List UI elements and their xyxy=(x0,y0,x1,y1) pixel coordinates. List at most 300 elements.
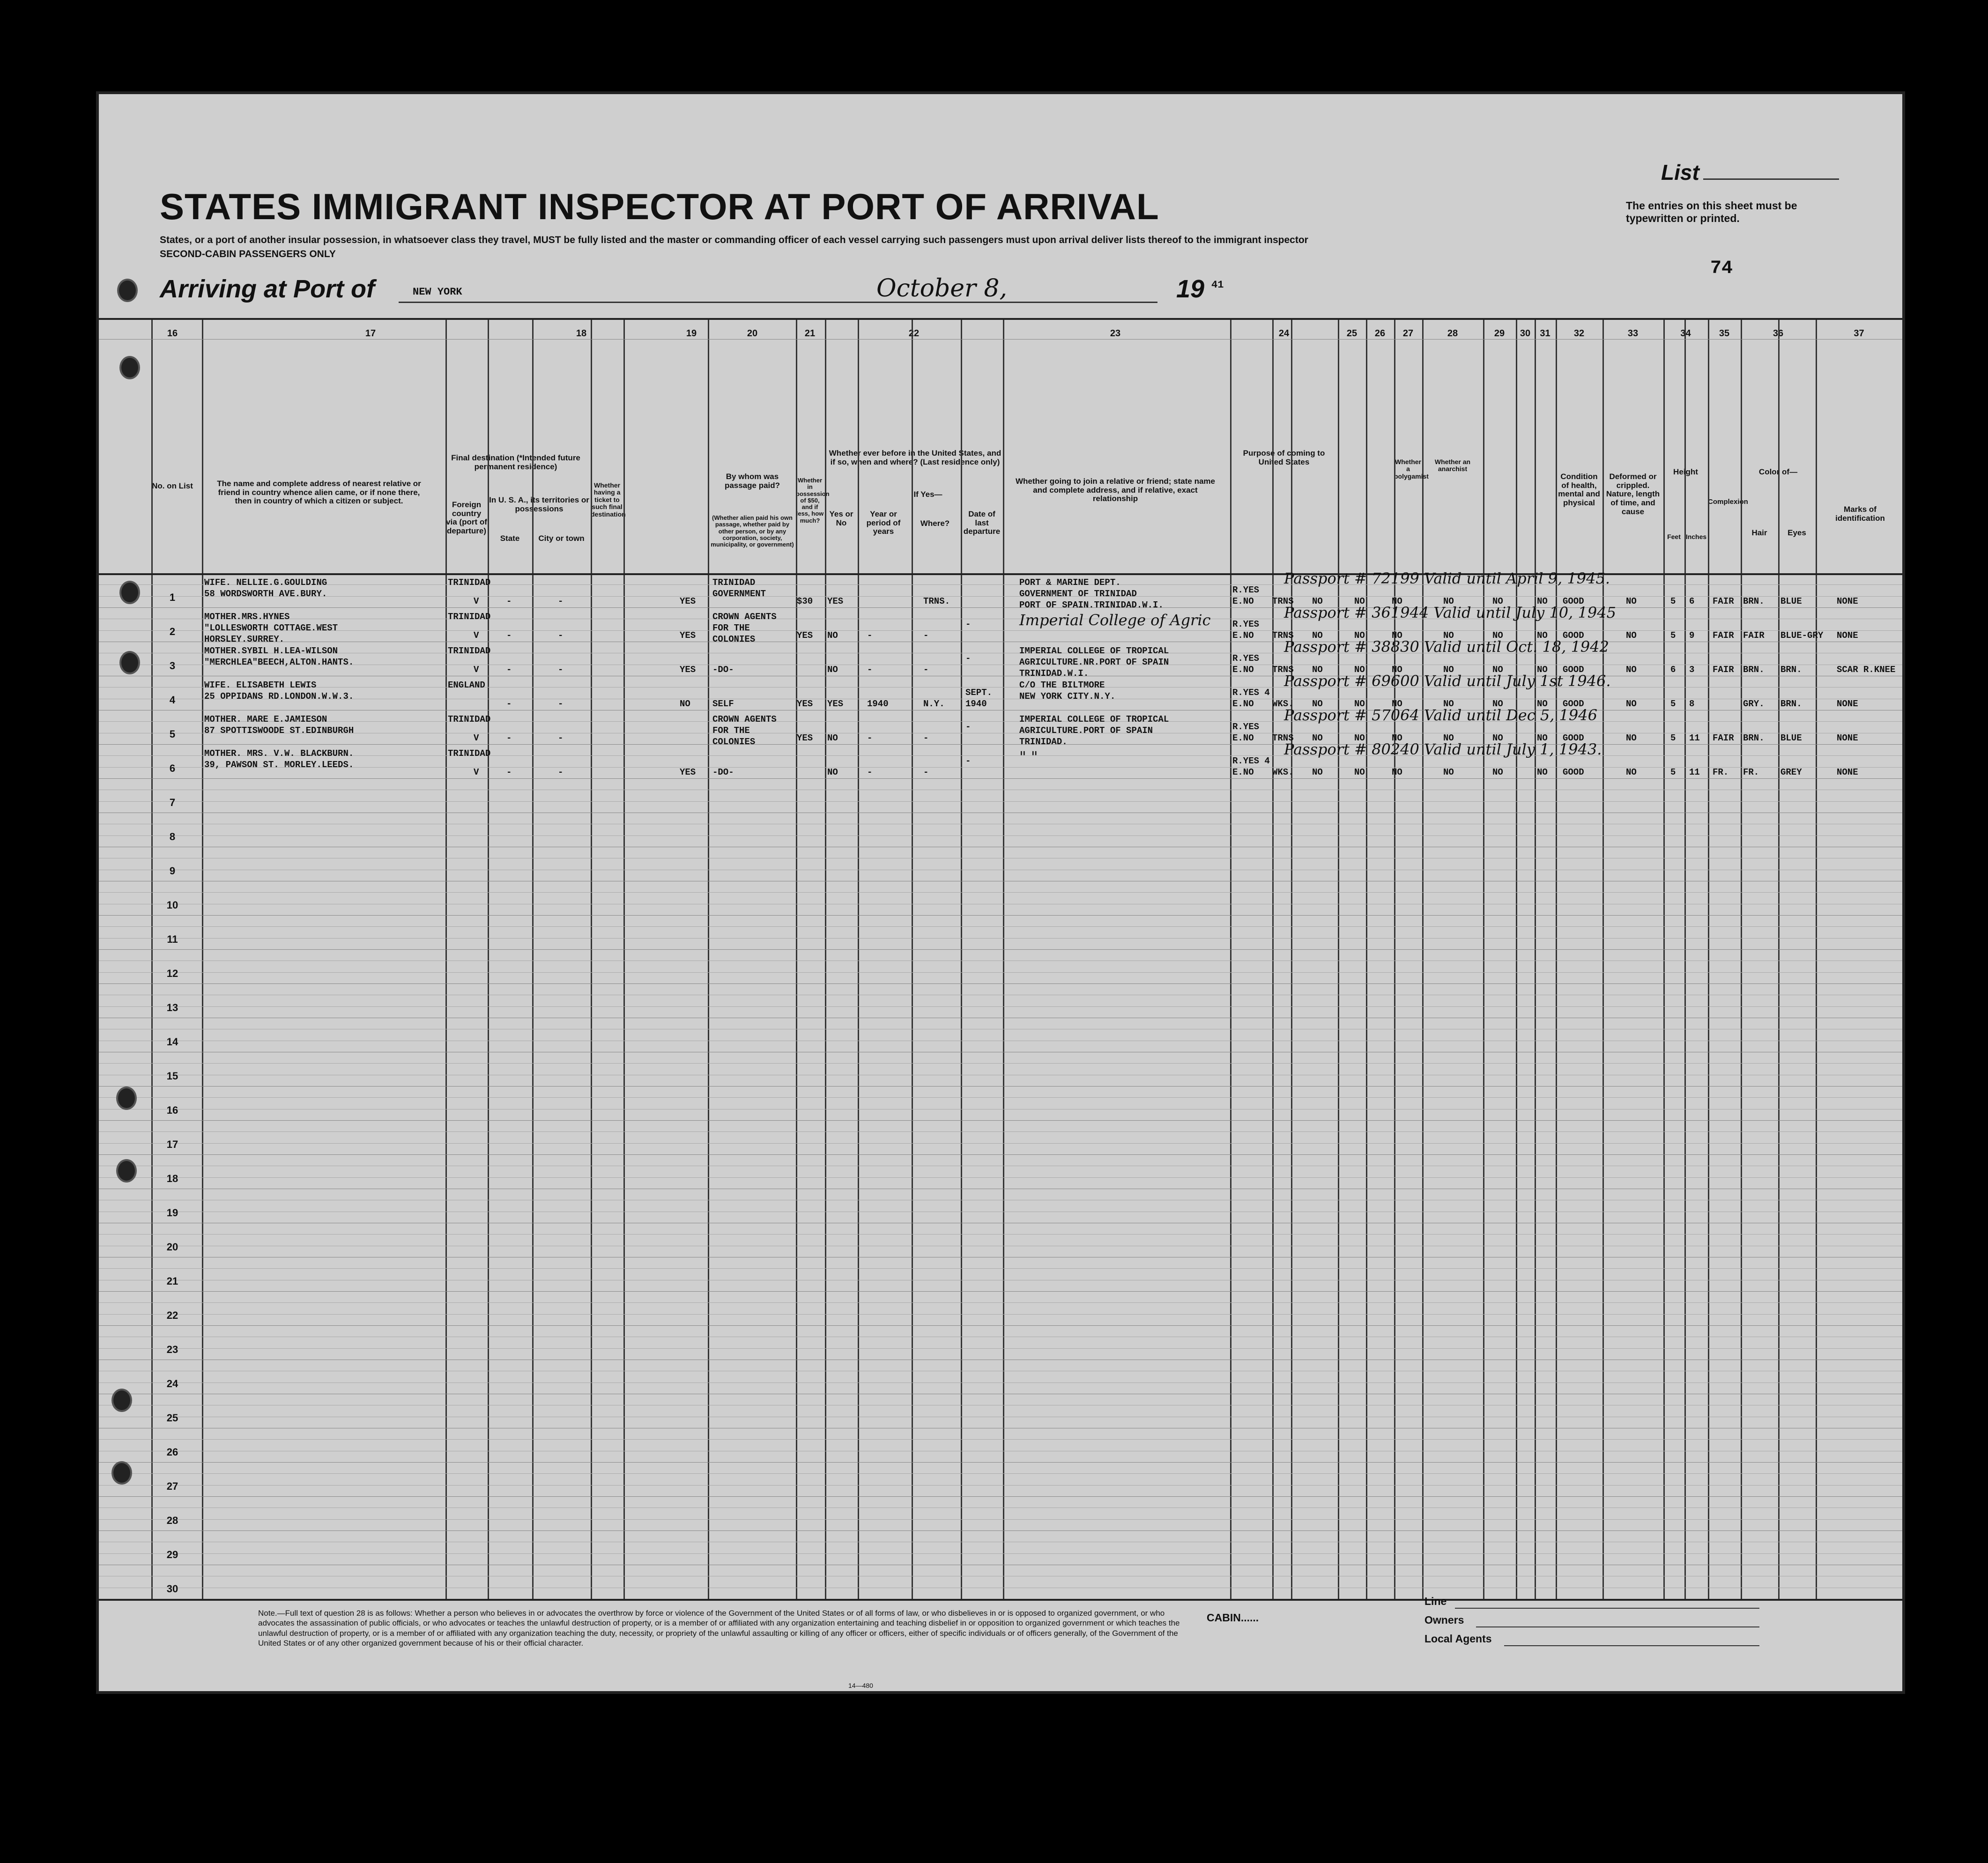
owners-label: Owners xyxy=(1424,1614,1464,1626)
header-polygamist: Whether a polygamist xyxy=(1394,458,1429,480)
question-value: NO xyxy=(1392,733,1402,743)
city-value: - xyxy=(558,733,564,743)
col-num-32: 32 xyxy=(1573,328,1585,339)
port-line xyxy=(399,302,937,303)
column-rule xyxy=(1708,318,1709,1599)
height-feet: 5 xyxy=(1670,699,1676,709)
hair-value: BRN. xyxy=(1743,665,1765,675)
row-number: 19 xyxy=(166,1207,178,1219)
height-feet: 6 xyxy=(1670,665,1676,675)
question-value: NO xyxy=(1443,596,1454,606)
question-value: NO xyxy=(1492,767,1503,777)
row-rule xyxy=(99,1097,1902,1098)
health-value: GOOD xyxy=(1563,630,1584,641)
row-rule xyxy=(99,1063,1902,1064)
question-value: NO xyxy=(1492,630,1503,641)
line-rule xyxy=(1455,1608,1759,1609)
date-departure: SEPT. xyxy=(965,688,993,698)
column-rule xyxy=(1483,318,1484,1599)
relative-address: "LOLLESWORTH COTTAGE.WEST xyxy=(204,623,338,633)
marks-value: NONE xyxy=(1837,767,1858,777)
where-value: - xyxy=(923,767,929,777)
owners-rule xyxy=(1476,1626,1759,1627)
row-rule xyxy=(99,1462,1902,1463)
purpose-value: R.YES xyxy=(1232,653,1260,664)
row-rule xyxy=(99,915,1902,916)
column-rule xyxy=(1741,318,1742,1599)
agents-label: Local Agents xyxy=(1424,1633,1492,1645)
row-number: 1 xyxy=(169,591,176,603)
question-value: NO xyxy=(1443,733,1454,743)
passport-note: Passport # 57064 Valid until Dec 5, 1946 xyxy=(1284,706,1597,724)
form-subtitle: States, or a port of another insular possession, in whatsoever class they travel, MUST be fully listed and the master or commanding officer of each vessel carrying such passengers must upon arrival deliver lists thereof to the immigrant inspector xyxy=(160,235,1308,245)
column-rule xyxy=(1422,318,1424,1599)
header-if-yes: If Yes— xyxy=(913,490,942,499)
relative-address: WIFE. NELLIE.G.GOULDING xyxy=(204,577,327,588)
row-number: 22 xyxy=(166,1309,178,1321)
column-rule xyxy=(1556,318,1557,1599)
money-value: $30 xyxy=(797,596,813,606)
row-rule xyxy=(99,1553,1902,1554)
eyes-value: BRN. xyxy=(1780,665,1802,675)
money-value: YES xyxy=(797,630,813,641)
header-foreign-country: Foreign country via (port of departure) xyxy=(446,500,487,536)
column-rule xyxy=(1778,318,1780,1599)
row-number: 8 xyxy=(169,831,176,843)
row-rule xyxy=(99,949,1902,950)
relative-address: MOTHER. MRS. V.W. BLACKBURN. xyxy=(204,748,354,759)
purpose-value: R.YES xyxy=(1232,722,1260,732)
height-feet: 5 xyxy=(1670,630,1676,641)
row-rule xyxy=(99,938,1902,939)
row-number: 15 xyxy=(166,1070,178,1082)
row-rule xyxy=(99,1302,1902,1303)
header-purpose: Purpose of coming to United States xyxy=(1243,449,1325,466)
complexion-value: FR. xyxy=(1713,767,1729,777)
column-rule xyxy=(1602,318,1604,1599)
row-rule xyxy=(99,1382,1902,1383)
column-rule xyxy=(961,318,962,1599)
country-check: V xyxy=(474,630,479,641)
height-inches: 3 xyxy=(1689,665,1695,675)
header-eyes: Eyes xyxy=(1788,528,1806,537)
passport-note: Passport # 38830 Valid until Oct. 18, 1942 xyxy=(1284,638,1609,656)
form-class-note: SECOND-CABIN PASSENGERS ONLY xyxy=(160,249,336,259)
col-num-27: 27 xyxy=(1402,328,1414,339)
health-value: GOOD xyxy=(1563,665,1584,675)
question-value: NO xyxy=(1354,733,1365,743)
marks-value: NONE xyxy=(1837,596,1858,606)
date-departure: - xyxy=(965,722,971,732)
col-num-29: 29 xyxy=(1494,328,1505,339)
passage-paid: SELF xyxy=(712,699,734,709)
state-value: - xyxy=(506,733,512,743)
foreign-country: TRINIDAD xyxy=(448,646,491,656)
year-value: - xyxy=(867,767,873,777)
join-relative: NEW YORK CITY.N.Y. xyxy=(1019,691,1116,702)
punch-hole xyxy=(116,1159,137,1183)
row-number: 28 xyxy=(166,1515,178,1526)
country-check: V xyxy=(474,767,479,777)
header-ticket: Whether having a ticket to such final destination xyxy=(591,481,626,518)
column-rule xyxy=(912,318,913,1599)
year-value: - xyxy=(867,733,873,743)
row-rule xyxy=(99,1325,1902,1326)
row-number: 9 xyxy=(169,865,176,877)
city-value: - xyxy=(558,767,564,777)
header-relative: The name and complete address of nearest relative or friend in country whence alien came, or if none there, then in country of which a citizen or subject. xyxy=(217,479,421,506)
passage-paid: COLONIES xyxy=(712,634,756,644)
header-health: Condition of health, mental and physical xyxy=(1558,472,1600,508)
relative-address: HORSLEY.SURREY. xyxy=(204,634,285,644)
list-line xyxy=(1703,178,1839,180)
header-feet: Feet xyxy=(1667,533,1681,540)
column-rule xyxy=(1291,318,1292,1599)
col-num-26: 26 xyxy=(1374,328,1386,339)
height-feet: 5 xyxy=(1670,733,1676,743)
row-number: 29 xyxy=(166,1549,178,1560)
state-value: - xyxy=(506,699,512,709)
column-rule xyxy=(202,318,203,1599)
row-rule xyxy=(99,1086,1902,1087)
row-number: 5 xyxy=(169,728,176,740)
passage-paid: -DO- xyxy=(712,665,734,675)
join-relative: TRINIDAD. xyxy=(1019,737,1068,747)
join-relative: PORT & MARINE DEPT. xyxy=(1019,577,1121,588)
row-number: 11 xyxy=(167,933,178,945)
health-value: GOOD xyxy=(1563,733,1584,743)
city-value: - xyxy=(558,630,564,641)
question-value: NO xyxy=(1392,699,1402,709)
question-28-note: Note.—Full text of question 28 is as follows: Whether a person who believes in or advocates the overthrow by force or violence of the Government of the United States or of all forms of law, or who disbelieves in or is opposed to organized government, or who advocates the assassination of public officials, or who advocates or teaches the unlawful destruction of property, or is a member of or affiliated with any organization entertaining and teaching disbelief in or opposition to organized government or which teaches the unlawful destruction of property, or is a member of or affiliated with any organization teaching the duty, necessity, or propriety of the unlawful assaulting or killing of any officer or officers, either of specific individuals or of officers generally, of the Government of the United States or of any other organized government because of his or their official character. xyxy=(258,1609,1180,1648)
question-value: NO xyxy=(1354,767,1365,777)
form-code: 14—480 xyxy=(848,1682,873,1689)
column-rule xyxy=(1684,318,1686,1599)
entries-note: The entries on this sheet must be typewritten or printed. xyxy=(1626,200,1797,224)
eyes-value: BLUE-GRY xyxy=(1780,630,1824,641)
state-value: - xyxy=(506,767,512,777)
row-number: 25 xyxy=(166,1412,178,1424)
row-rule xyxy=(99,778,1902,779)
col-num-35: 35 xyxy=(1719,328,1730,339)
column-rule xyxy=(1338,318,1339,1599)
row-rule xyxy=(99,1154,1902,1155)
city-value: - xyxy=(558,699,564,709)
column-rule xyxy=(708,318,709,1599)
row-rule xyxy=(99,339,1902,340)
row-number: 24 xyxy=(166,1378,178,1390)
row-number: 26 xyxy=(166,1446,178,1458)
ticket-value: YES xyxy=(680,596,696,606)
question-value: NO xyxy=(1312,665,1323,675)
question-value: NO xyxy=(1354,630,1365,641)
year-value: 41 xyxy=(1211,279,1224,291)
row-rule xyxy=(99,607,1902,608)
cabin-label: CABIN...... xyxy=(1207,1612,1259,1624)
complexion-value: FAIR xyxy=(1713,630,1734,641)
height-feet: 5 xyxy=(1670,767,1676,777)
row-rule xyxy=(99,1473,1902,1474)
ever-before-value: NO xyxy=(827,630,838,641)
column-rule xyxy=(1816,318,1817,1599)
money-value: YES xyxy=(797,733,813,743)
purpose-value: E.NO xyxy=(1232,665,1254,675)
row-number: 23 xyxy=(166,1344,178,1355)
form-title: STATES IMMIGRANT INSPECTOR AT PORT OF ARRIVAL xyxy=(160,186,1159,227)
row-number: 10 xyxy=(166,899,178,911)
height-inches: 11 xyxy=(1689,733,1700,743)
agents-rule xyxy=(1504,1645,1759,1646)
passage-paid: CROWN AGENTS xyxy=(712,612,777,622)
relative-address: MOTHER.MRS.HYNES xyxy=(204,612,290,622)
ever-before-value: NO xyxy=(827,733,838,743)
col-num-16: 16 xyxy=(167,328,178,339)
ever-before-value: YES xyxy=(827,699,844,709)
row-number: 30 xyxy=(166,1583,178,1595)
join-relative: AGRICULTURE.NR.PORT OF SPAIN xyxy=(1019,657,1169,667)
marks-value: NONE xyxy=(1837,630,1858,641)
join-relative: " " xyxy=(1019,748,1038,766)
row-rule xyxy=(99,573,1902,575)
purpose-value: R.YES 4 xyxy=(1232,756,1270,766)
deformed-value: NO xyxy=(1626,733,1637,743)
ever-before-value: NO xyxy=(827,767,838,777)
column-rule xyxy=(445,318,447,1599)
header-passage-paid: By whom was passage paid? xyxy=(724,472,780,490)
header-hair: Hair xyxy=(1751,528,1767,537)
row-rule xyxy=(99,983,1902,984)
header-final-destination: Final destination (*Intended future permanent residence) xyxy=(451,453,580,471)
length-stay: WKS. xyxy=(1272,767,1294,777)
question-value: NO xyxy=(1537,630,1548,641)
row-rule xyxy=(99,1519,1902,1520)
question-value: NO xyxy=(1443,767,1454,777)
question-value: NO xyxy=(1537,767,1548,777)
join-relative: TRINIDAD.W.I. xyxy=(1019,668,1089,679)
length-stay: TRNS xyxy=(1272,596,1294,606)
eyes-value: GREY xyxy=(1780,767,1802,777)
marks-value: NONE xyxy=(1837,699,1858,709)
row-rule xyxy=(99,972,1902,973)
column-rule xyxy=(151,318,153,1599)
health-value: GOOD xyxy=(1563,596,1584,606)
date-departure: - xyxy=(965,619,971,629)
foreign-country: TRINIDAD xyxy=(448,612,491,622)
header-ever-before: Whether ever before in the United States, and if so, when and where? (Last residence only) xyxy=(829,449,1001,466)
deformed-value: NO xyxy=(1626,596,1637,606)
question-value: NO xyxy=(1312,767,1323,777)
column-rule xyxy=(1230,318,1231,1599)
length-stay: WKS. xyxy=(1272,699,1294,709)
col-num-21: 21 xyxy=(804,328,816,339)
row-rule xyxy=(99,1599,1902,1601)
year-value: 1940 xyxy=(867,699,889,709)
year-value: - xyxy=(867,665,873,675)
row-rule xyxy=(99,1291,1902,1292)
header-money: Whether in possession of $50, and if less, how much? xyxy=(796,477,830,524)
hair-value: GRY. xyxy=(1743,699,1765,709)
where-value: TRNS. xyxy=(923,596,950,606)
header-year-period: Year or period of years xyxy=(866,510,901,536)
col-num-34: 34 xyxy=(1680,328,1691,339)
country-check: V xyxy=(474,665,479,675)
row-rule xyxy=(99,835,1902,836)
health-value: GOOD xyxy=(1563,767,1584,777)
row-rule xyxy=(99,926,1902,927)
row-rule xyxy=(99,687,1902,688)
hair-value: FR. xyxy=(1743,767,1759,777)
hair-value: BRN. xyxy=(1743,733,1765,743)
passport-note: Passport # 72199 Valid until April 9, 1945. xyxy=(1284,569,1610,587)
relative-address: MOTHER.SYBIL H.LEA-WILSON xyxy=(204,646,338,656)
join-relative: C/O THE BILTMORE xyxy=(1019,680,1105,690)
manifest-sheet xyxy=(96,91,1905,1694)
foreign-country: TRINIDAD xyxy=(448,714,491,724)
column-rule xyxy=(1663,318,1665,1599)
col-num-20: 20 xyxy=(747,328,758,339)
deformed-value: NO xyxy=(1626,699,1637,709)
question-value: NO xyxy=(1443,665,1454,675)
row-number: 20 xyxy=(166,1241,178,1253)
question-value: NO xyxy=(1537,699,1548,709)
arrival-date: October 8, xyxy=(876,274,1008,303)
question-value: NO xyxy=(1492,733,1503,743)
join-relative: IMPERIAL COLLEGE OF TROPICAL xyxy=(1019,714,1169,724)
col-num-24: 24 xyxy=(1278,328,1290,339)
relative-address: 87 SPOTTISWOODE ST.EDINBURGH xyxy=(204,725,354,736)
foreign-country: ENGLAND xyxy=(448,680,485,690)
where-value: - xyxy=(923,733,929,743)
header-where: Where? xyxy=(920,519,950,528)
row-rule xyxy=(99,1143,1902,1144)
column-rule xyxy=(623,318,625,1599)
column-rule xyxy=(1394,318,1395,1599)
row-rule xyxy=(99,1314,1902,1315)
row-number: 3 xyxy=(169,660,176,672)
question-value: NO xyxy=(1312,733,1323,743)
header-deformed: Deformed or crippled. Nature, length of time, and cause xyxy=(1606,472,1660,516)
row-number: 12 xyxy=(166,968,178,979)
question-value: NO xyxy=(1392,665,1402,675)
state-value: - xyxy=(506,665,512,675)
row-rule xyxy=(99,1496,1902,1497)
purpose-value: R.YES xyxy=(1232,585,1260,595)
relative-address: 39, PAWSON ST. MORLEY.LEEDS. xyxy=(204,760,354,770)
height-inches: 11 xyxy=(1689,767,1700,777)
length-stay: TRNS xyxy=(1272,630,1294,641)
question-value: NO xyxy=(1392,767,1402,777)
header-passage-detail: (Whether alien paid his own passage, whether paid by other person, or by any corporation, society, municipality, or government) xyxy=(711,514,794,548)
row-rule xyxy=(99,801,1902,802)
column-rule xyxy=(825,318,826,1599)
col-num-36: 36 xyxy=(1773,328,1784,339)
row-rule xyxy=(99,1131,1902,1132)
foreign-country: TRINIDAD xyxy=(448,748,491,759)
money-value: YES xyxy=(797,699,813,709)
column-rule xyxy=(1366,318,1367,1599)
purpose-value: E.NO xyxy=(1232,733,1254,743)
row-number: 6 xyxy=(169,762,176,774)
question-value: NO xyxy=(1492,665,1503,675)
purpose-value: R.YES xyxy=(1232,619,1260,629)
purpose-value: E.NO xyxy=(1232,596,1254,606)
row-number: 14 xyxy=(166,1036,178,1048)
row-number: 17 xyxy=(166,1138,178,1150)
question-value: NO xyxy=(1537,596,1548,606)
row-rule xyxy=(99,1268,1902,1269)
col-num-30: 30 xyxy=(1520,328,1531,339)
ticket-value: NO xyxy=(680,699,690,709)
header-in-usa: In U. S. A., its territories or possessions xyxy=(489,495,589,513)
header-inches: Inches xyxy=(1685,533,1707,540)
col-num-31: 31 xyxy=(1540,328,1550,339)
passage-paid: COLONIES xyxy=(712,737,756,747)
where-value: - xyxy=(923,665,929,675)
header-yes-no: Yes or No xyxy=(829,510,853,527)
punch-hole xyxy=(117,279,138,302)
column-rule xyxy=(1535,318,1536,1599)
punch-hole xyxy=(111,1389,132,1412)
row-rule xyxy=(99,1348,1902,1349)
eyes-value: BLUE xyxy=(1780,733,1802,743)
punch-hole xyxy=(119,651,140,674)
hair-value: FAIR xyxy=(1743,630,1765,641)
row-rule xyxy=(99,755,1902,756)
relative-address: 58 WORDSWORTH AVE.BURY. xyxy=(204,589,327,599)
relative-address: MOTHER. MARE E.JAMIESON xyxy=(204,714,327,724)
purpose-value: E.NO xyxy=(1232,630,1254,641)
port-value: NEW YORK xyxy=(413,286,462,298)
question-value: NO xyxy=(1492,596,1503,606)
year-prefix: 19 xyxy=(1176,275,1205,303)
col-num-23: 23 xyxy=(1110,328,1121,339)
year-value: - xyxy=(867,630,873,641)
join-relative: IMPERIAL COLLEGE OF TROPICAL xyxy=(1019,646,1169,656)
sheet-number: 74 xyxy=(1710,258,1733,279)
punch-hole xyxy=(119,581,140,604)
height-inches: 8 xyxy=(1689,699,1695,709)
length-stay: TRNS xyxy=(1272,733,1294,743)
complexion-value: FAIR xyxy=(1713,733,1734,743)
row-number: 2 xyxy=(169,626,176,637)
deformed-value: NO xyxy=(1626,767,1637,777)
row-rule xyxy=(99,1439,1902,1440)
row-rule xyxy=(99,721,1902,722)
question-value: NO xyxy=(1312,699,1323,709)
row-rule xyxy=(99,1234,1902,1235)
column-rule xyxy=(532,318,534,1599)
passage-paid: -DO- xyxy=(712,767,734,777)
row-rule xyxy=(99,892,1902,893)
question-value: NO xyxy=(1537,665,1548,675)
row-rule xyxy=(99,584,1902,585)
row-number: 4 xyxy=(169,694,176,706)
health-value: GOOD xyxy=(1563,699,1584,709)
row-rule xyxy=(99,1530,1902,1531)
height-inches: 9 xyxy=(1689,630,1695,641)
punch-hole xyxy=(119,356,140,379)
question-value: NO xyxy=(1443,630,1454,641)
state-value: - xyxy=(506,596,512,606)
question-value: NO xyxy=(1392,630,1402,641)
row-number: 18 xyxy=(166,1173,178,1184)
passage-paid: FOR THE xyxy=(712,725,750,736)
date-departure: 1940 xyxy=(965,699,987,709)
question-value: NO xyxy=(1392,596,1402,606)
header-complexion: Complexion xyxy=(1708,498,1748,506)
header-date-departure: Date of last departure xyxy=(963,510,1001,536)
relative-address: WIFE. ELISABETH LEWIS xyxy=(204,680,317,690)
